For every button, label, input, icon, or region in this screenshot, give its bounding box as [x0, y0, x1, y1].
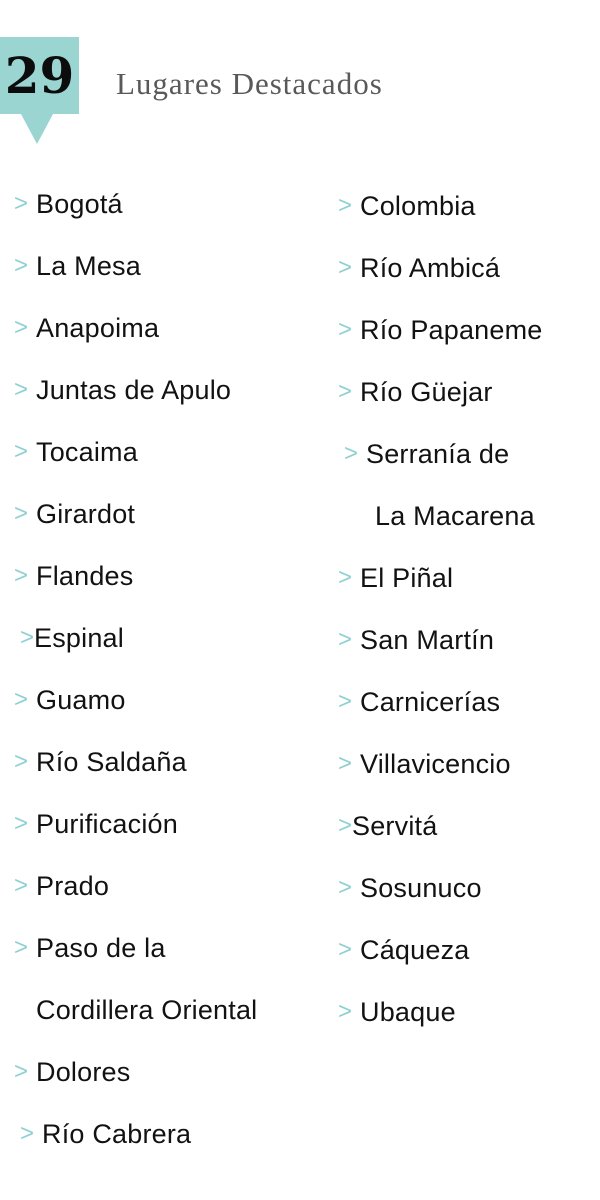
list-item [338, 671, 588, 733]
place-name: Tocaima [36, 436, 138, 467]
list-item [14, 235, 324, 297]
list-item [14, 1041, 324, 1103]
chevron-icon: > [338, 192, 353, 219]
chevron-icon: > [338, 626, 353, 653]
list-item [14, 545, 324, 607]
list-item [338, 237, 588, 299]
page-number: 29 [4, 45, 75, 105]
chevron-icon: > [14, 748, 29, 775]
place-name: La Macarena [375, 500, 535, 531]
chevron-icon: > [338, 316, 353, 343]
chevron-icon: > [14, 252, 29, 279]
chevron-icon: > [14, 810, 29, 837]
place-name: Río Saldaña [36, 746, 187, 777]
chevron-icon: > [338, 874, 353, 901]
place-name: Paso de la [36, 932, 166, 963]
chevron-icon: > [338, 378, 353, 405]
list-item [338, 361, 588, 423]
list-item [14, 793, 324, 855]
place-name: Sosunuco [360, 872, 482, 903]
chevron-icon: > [14, 190, 29, 217]
place-name: Purificación [36, 808, 178, 839]
chevron-icon: > [14, 686, 29, 713]
chevron-icon: > [338, 936, 353, 963]
place-name: Río Güejar [360, 376, 493, 407]
chevron-icon: > [20, 624, 35, 651]
list-item [338, 175, 588, 237]
place-name: El Piñal [360, 562, 454, 593]
list-item [14, 917, 324, 979]
place-name: Flandes [36, 560, 134, 591]
list-item [338, 423, 588, 485]
list-item [338, 733, 588, 795]
list-item [14, 297, 324, 359]
place-name: Cáqueza [360, 934, 470, 965]
place-name: Cordillera Oriental [36, 994, 258, 1025]
chevron-icon: > [14, 500, 29, 527]
place-name: Servitá [352, 810, 438, 841]
left-column [14, 173, 324, 1165]
place-name: Ubaque [360, 996, 456, 1027]
place-name: Carnicerías [360, 686, 501, 717]
chevron-icon: > [338, 812, 353, 839]
place-name: Villavicencio [360, 748, 511, 779]
chevron-icon: > [14, 1058, 29, 1085]
list-item [14, 855, 324, 917]
list-item [338, 609, 588, 671]
list-item-continuation [338, 485, 588, 547]
place-name: Espinal [34, 622, 124, 653]
badge-pointer-triangle [21, 114, 53, 144]
chevron-icon: > [14, 438, 29, 465]
list-item [338, 547, 588, 609]
place-name: Anapoima [36, 312, 160, 343]
page-number-badge [0, 37, 79, 114]
chevron-icon: > [14, 562, 29, 589]
place-name: Girardot [36, 498, 136, 529]
chevron-icon: > [344, 440, 359, 467]
chevron-icon: > [338, 564, 353, 591]
chevron-icon: > [14, 314, 29, 341]
page-title: Lugares Destacados [116, 66, 383, 101]
place-name: San Martín [360, 624, 495, 655]
chevron-icon: > [20, 1120, 35, 1147]
place-name: Colombia [360, 190, 476, 221]
chevron-icon: > [338, 688, 353, 715]
list-item-continuation [14, 979, 324, 1041]
place-name: Guamo [36, 684, 126, 715]
chevron-icon: > [14, 872, 29, 899]
place-name: Dolores [36, 1056, 131, 1087]
place-name: Río Ambicá [360, 252, 501, 283]
list-item [14, 1103, 324, 1165]
place-name: Prado [36, 870, 110, 901]
place-name: Río Papaneme [360, 314, 543, 345]
chevron-icon: > [14, 934, 29, 961]
list-item [338, 919, 588, 981]
list-item [14, 421, 324, 483]
list-item [14, 173, 324, 235]
place-name: Río Cabrera [42, 1118, 192, 1149]
list-item [338, 299, 588, 361]
place-name: Juntas de Apulo [36, 374, 232, 405]
place-name: Serranía de [366, 438, 510, 469]
chevron-icon: > [338, 254, 353, 281]
list-item [14, 359, 324, 421]
list-item [338, 795, 588, 857]
list-item [338, 981, 588, 1043]
chevron-icon: > [14, 376, 29, 403]
place-name: La Mesa [36, 250, 141, 281]
list-item [14, 669, 324, 731]
list-item [14, 731, 324, 793]
chevron-icon: > [338, 998, 353, 1025]
chevron-icon: > [338, 750, 353, 777]
list-item [14, 483, 324, 545]
list-item [338, 857, 588, 919]
place-name: Bogotá [36, 188, 123, 219]
list-item [14, 607, 324, 669]
right-column [338, 175, 588, 1043]
